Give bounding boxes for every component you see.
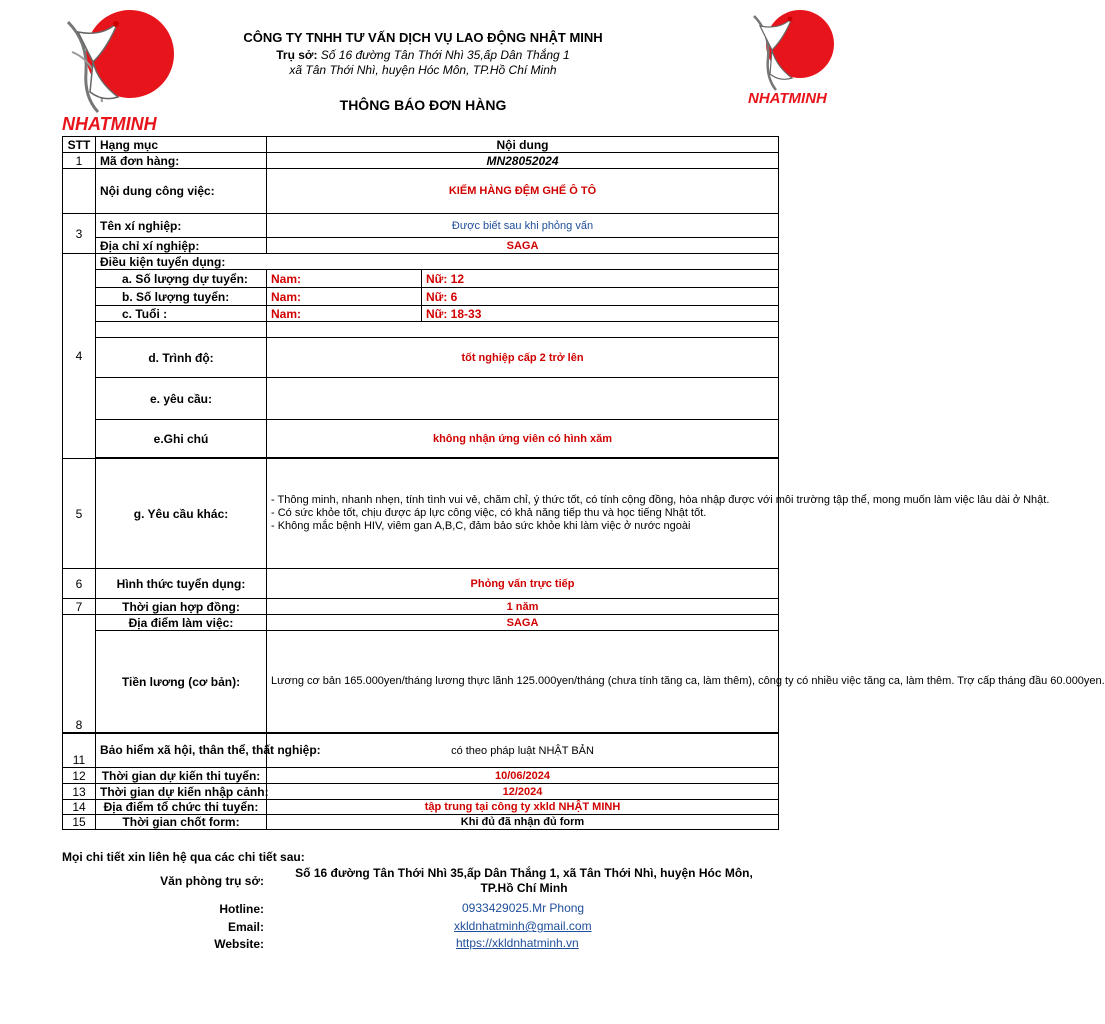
- table-row: [63, 306, 779, 322]
- other-requirements-value: [267, 459, 1050, 569]
- table-header-row: [63, 137, 779, 153]
- table-row: [63, 615, 779, 631]
- job-content-label: Nội dung công việc:: [96, 169, 267, 214]
- company-name-value: Được biết sau khi phỏng vấn: [267, 214, 779, 238]
- other-requirements-label: g. Yêu cầu khác:: [96, 459, 267, 569]
- company-name: CÔNG TY TNHH TƯ VẤN DỊCH VỤ LAO ĐỘNG NHẬT MINH: [243, 30, 603, 45]
- row-number: 13: [63, 784, 96, 800]
- entry-date-value: 12/2024: [267, 784, 779, 800]
- age-male: Nam:: [267, 306, 422, 322]
- education-value: tốt nghiệp cấp 2 trở lên: [267, 338, 779, 378]
- company-address-label: Địa chỉ xí nghiệp:: [96, 238, 267, 254]
- table-row: [63, 815, 779, 830]
- company-address-value: SAGA: [267, 238, 779, 254]
- office-value: Số 16 đường Tân Thới Nhì 35,ấp Dân Thắng 1, xã Tân Thới Nhì, huyện Hóc Môn, TP.Hồ Chí Minh: [295, 866, 753, 895]
- svg-text:NHATMINH: NHATMINH: [748, 90, 827, 107]
- row-number: 11: [63, 734, 96, 768]
- hotline-value[interactable]: 0933429025.Mr Phong: [462, 901, 585, 915]
- svg-text:NHATMINH: NHATMINH: [62, 114, 157, 134]
- company-name-label: Tên xí nghiệp:: [96, 214, 267, 238]
- age-label: c. Tuổi :: [96, 306, 267, 322]
- company-address-line1: [0, 48, 846, 62]
- contract-term-label: Thời gian hợp đồng:: [96, 599, 267, 615]
- row-number: 3: [63, 214, 96, 254]
- order-code-value: MN28052024: [267, 153, 779, 169]
- table-row: [63, 378, 779, 420]
- job-content-value: KIẾM HÀNG ĐỆM GHẾ Ô TÔ: [267, 169, 779, 214]
- hires-female: Nữ: 6: [422, 288, 779, 306]
- other-requirement-line: - Không mắc bệnh HIV, viêm gan A,B,C, đảm bảo sức khỏe khi làm việc ở nước ngoài: [271, 520, 691, 532]
- other-requirement-line: - Có sức khỏe tốt, chịu được áp lực công việc, có khả năng tiếp thu và học tiếng Nhật tốt.: [271, 507, 707, 519]
- table-row-empty: [63, 322, 779, 338]
- row-number: 14: [63, 800, 96, 815]
- contract-term-value: 1 năm: [267, 599, 779, 615]
- row-number-empty: [63, 169, 96, 214]
- table-row: [63, 254, 779, 270]
- document-title: THÔNG BÁO ĐƠN HÀNG: [339, 97, 507, 113]
- requirement-label: e. yêu cầu:: [96, 378, 267, 420]
- table-row: [63, 238, 779, 254]
- form-deadline-value: Khi đủ đã nhận đủ form: [267, 815, 779, 830]
- other-requirement-line: - Thông minh, nhanh nhẹn, tính tình vui vẻ, chăm chỉ, ý thức tốt, có tính cộng đồng, hòa nhập được với môi trường tập thể, mong muốn làm việc lâu dài ở Nhật.: [271, 494, 1050, 506]
- requirement-value: [267, 378, 779, 420]
- exam-location-label: Địa điểm tổ chức thi tuyển:: [96, 800, 267, 815]
- table-row: [63, 459, 779, 569]
- applicants-label: a. Số lượng dự tuyển:: [96, 270, 267, 288]
- table-row: [63, 153, 779, 169]
- table-row: [63, 768, 779, 784]
- hires-male: Nam:: [267, 288, 422, 306]
- work-location-label: Địa điểm làm việc:: [96, 615, 267, 631]
- table-row: [63, 569, 779, 599]
- row-number: 15: [63, 815, 96, 830]
- contact-intro: Mọi chi tiết xin liên hệ qua các chi tiết sau:: [62, 850, 305, 864]
- row-number: 8: [63, 615, 96, 733]
- website-link[interactable]: https://xkldnhatminh.vn: [456, 936, 579, 950]
- hotline-label: Hotline:: [219, 902, 264, 916]
- salary-value: Lương cơ bản 165.000yen/tháng lương thực lãnh 125.000yen/tháng (chưa tính tăng ca, làm thêm), công ty có nhiều việc tăng ca, làm thêm. Trợ cấp tháng đầu 60.000yen.: [267, 631, 779, 733]
- exam-date-label: Thời gian dự kiến thi tuyển:: [96, 768, 267, 784]
- recruit-method-value: Phỏng vấn trực tiếp: [267, 569, 779, 599]
- table-row: [63, 631, 779, 733]
- table-row: [63, 288, 779, 306]
- table-row: [63, 338, 779, 378]
- education-label: d. Trình độ:: [96, 338, 267, 378]
- col-stt-header: STT: [63, 137, 96, 153]
- recruit-conditions-heading: Điều kiện tuyển dụng:: [96, 254, 779, 270]
- work-location-value: SAGA: [267, 615, 779, 631]
- table-row: [63, 169, 779, 214]
- form-deadline-label: Thời gian chốt form:: [96, 815, 267, 830]
- recruit-method-label: Hình thức tuyển dụng:: [96, 569, 267, 599]
- applicants-female: Nữ: 12: [422, 270, 779, 288]
- row-number: 4: [63, 254, 96, 459]
- company-address-line2: xã Tân Thới Nhì, huyện Hóc Môn, TP.Hồ Chí Minh: [289, 63, 557, 77]
- table-row: [63, 734, 779, 768]
- address-label: Trụ sở:: [276, 48, 318, 62]
- insurance-label: Bảo hiểm xã hội, thân thể, thất nghiệp:: [96, 734, 267, 768]
- table-row: [63, 270, 779, 288]
- table-row: [63, 420, 779, 458]
- hires-label: b. Số lượng tuyển:: [96, 288, 267, 306]
- table-row: [63, 800, 779, 815]
- table-row: [63, 784, 779, 800]
- row-number: 6: [63, 569, 96, 599]
- salary-label: Tiền lương (cơ bản):: [96, 631, 267, 733]
- address-text: Số 16 đường Tân Thới Nhì 35,ấp Dân Thắng 1: [320, 48, 570, 62]
- row-number: 7: [63, 599, 96, 615]
- col-content-header: Nội dung: [267, 137, 779, 153]
- exam-location-value: tập trung tại công ty xkld NHẬT MINH: [267, 800, 779, 815]
- order-table: [62, 136, 1105, 830]
- website-label: Website:: [214, 937, 264, 951]
- order-code-label: Mã đơn hàng:: [96, 153, 267, 169]
- applicants-male: Nam:: [267, 270, 422, 288]
- col-item-header: Hạng mục: [96, 137, 267, 153]
- row-number: 1: [63, 153, 96, 169]
- email-label: Email:: [227, 920, 264, 934]
- exam-date-value: 10/06/2024: [267, 768, 779, 784]
- email-link[interactable]: xkldnhatminh@gmail.com: [454, 919, 592, 933]
- note-label: e.Ghi chú: [96, 420, 267, 458]
- insurance-value: có theo pháp luật NHẬT BẢN: [267, 734, 779, 768]
- office-label: Văn phòng trụ sở:: [160, 874, 264, 888]
- row-number: 5: [63, 459, 96, 569]
- table-row: [63, 599, 779, 615]
- row-number: 12: [63, 768, 96, 784]
- table-row: [63, 214, 779, 238]
- entry-date-label: Thời gian dự kiến nhập cảnh:: [96, 784, 267, 800]
- note-value: không nhận ứng viên có hình xăm: [267, 420, 779, 458]
- age-female: Nữ: 18-33: [422, 306, 779, 322]
